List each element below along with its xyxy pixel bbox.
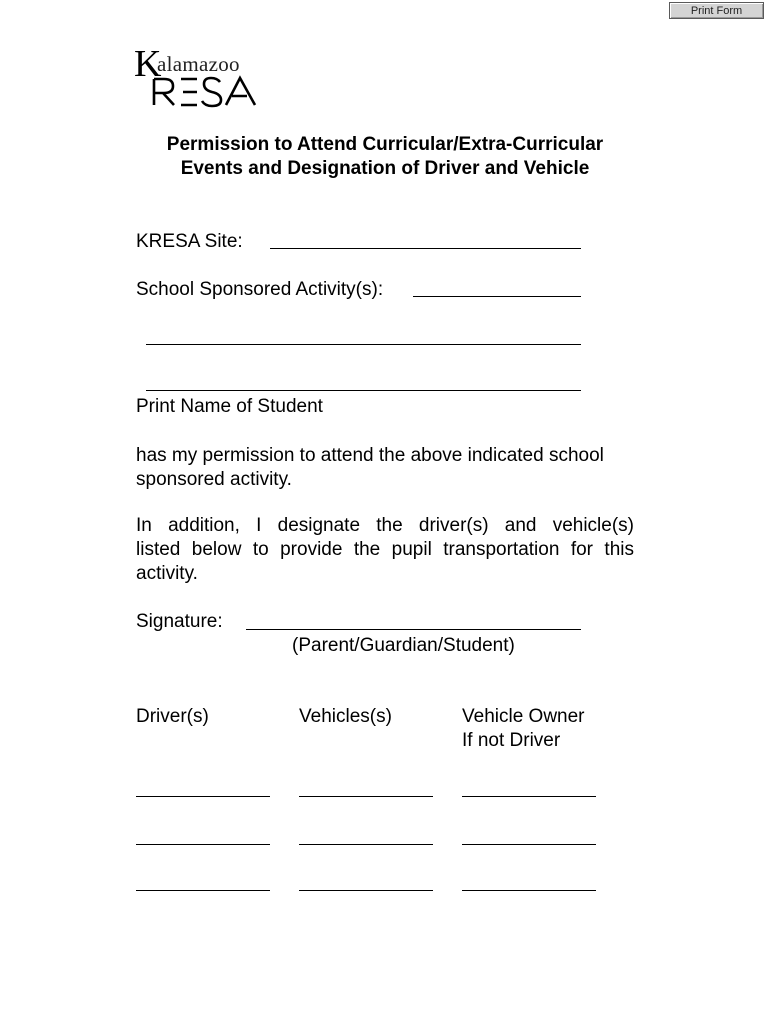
activity-field-line-2[interactable]: [146, 344, 581, 345]
form-title-line-2: Events and Designation of Driver and Vehicle: [180, 158, 590, 179]
signature-caption: (Parent/Guardian/Student): [292, 635, 515, 656]
vehicle-field-3[interactable]: [299, 890, 433, 891]
student-name-field[interactable]: [146, 390, 581, 391]
permission-text-line-1: has my permission to attend the above indicated school: [136, 445, 604, 466]
driver-field-2[interactable]: [136, 844, 270, 845]
logo-resa-mark: [134, 74, 264, 108]
permission-text-line-2: sponsored activity.: [136, 469, 292, 490]
owner-field-3[interactable]: [462, 890, 596, 891]
driver-field-3[interactable]: [136, 890, 270, 891]
signature-field[interactable]: [246, 629, 581, 630]
activity-field[interactable]: [413, 296, 581, 297]
designate-text-line-2: listed below to provide the pupil transportation for this: [136, 539, 634, 560]
print-form-button[interactable]: Print Form: [669, 2, 764, 19]
kresa-site-label: KRESA Site:: [136, 231, 243, 252]
activity-label: School Sponsored Activity(s):: [136, 279, 384, 300]
logo-alamazoo: alamazoo: [157, 52, 240, 76]
signature-label: Signature:: [136, 611, 223, 632]
vehicle-field-2[interactable]: [299, 844, 433, 845]
owner-field-2[interactable]: [462, 844, 596, 845]
owner-column-header-line-2: If not Driver: [462, 730, 561, 751]
kalamazoo-resa-logo: [134, 44, 264, 110]
vehicles-column-header: Vehicles(s): [299, 706, 392, 727]
designate-text-line-1: In addition, I designate the driver(s) and vehicle(s): [136, 515, 634, 536]
student-name-label: Print Name of Student: [136, 396, 323, 417]
vehicle-field-1[interactable]: [299, 796, 433, 797]
drivers-column-header: Driver(s): [136, 706, 209, 727]
designate-text-line-3: activity.: [136, 563, 198, 584]
logo-k: K: [134, 43, 162, 85]
owner-field-1[interactable]: [462, 796, 596, 797]
owner-column-header-line-1: Vehicle Owner: [462, 706, 585, 727]
form-title-line-1: Permission to Attend Curricular/Extra-Curricular: [166, 134, 604, 155]
driver-field-1[interactable]: [136, 796, 270, 797]
kresa-site-field[interactable]: [270, 248, 581, 249]
